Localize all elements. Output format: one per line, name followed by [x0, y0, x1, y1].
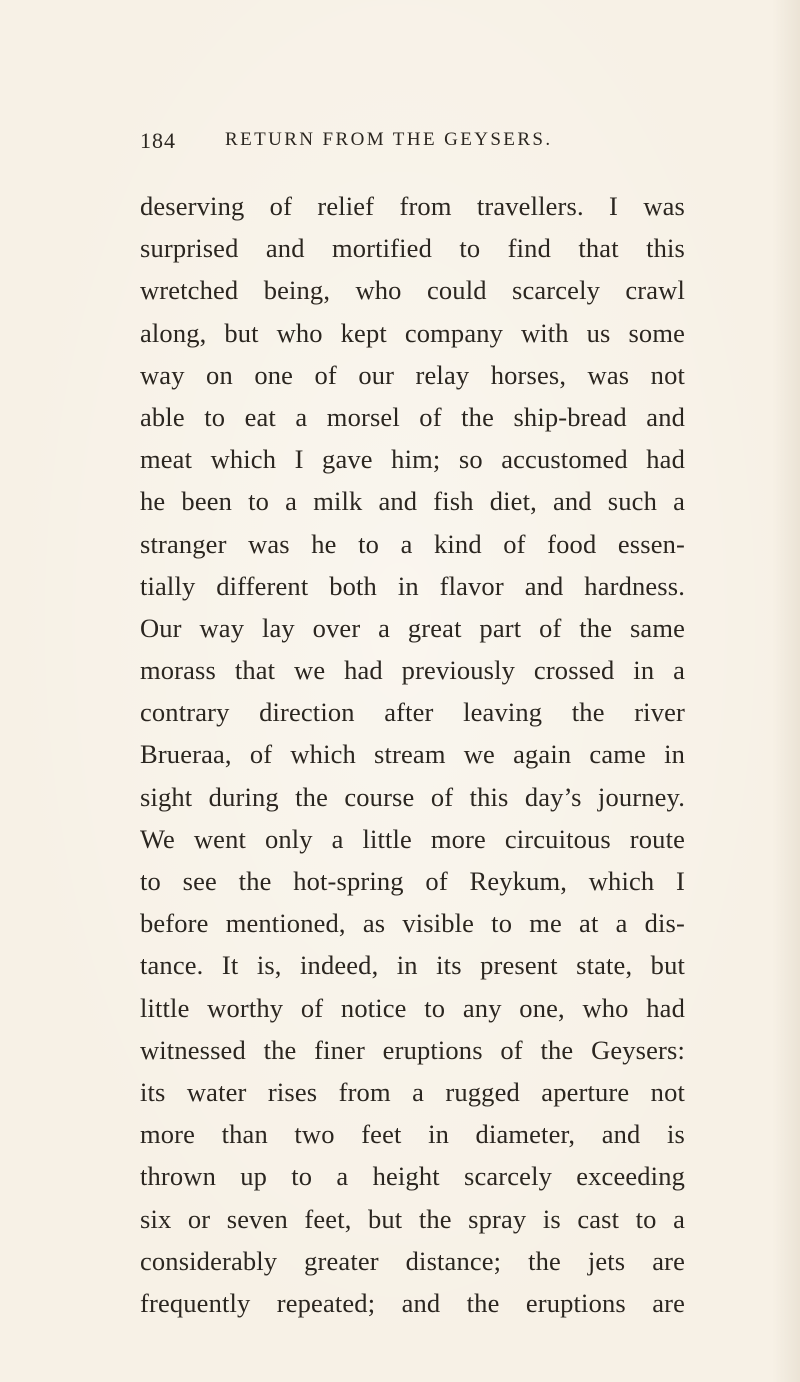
text-line: more than two feet in diameter, and is [140, 1119, 685, 1150]
running-title: RETURN FROM THE GEYSERS. [225, 129, 553, 150]
text-line: deserving of relief from travellers. I was [140, 191, 685, 221]
text-line: little worthy of notice to any one, who had [140, 992, 685, 1023]
text-line: thrown up to a height scarcely exceeding [140, 1161, 685, 1192]
text-line: tially different both in flavor and hardness. [140, 570, 685, 601]
running-head [140, 128, 680, 158]
text-line: contrary direction after leaving the river [140, 697, 685, 728]
text-line: to see the hot-spring of Reykum, which I [140, 866, 685, 896]
text-line: wretched being, who could scarcely crawl [140, 275, 685, 306]
text-line: meat which I gave him; so accustomed had [140, 444, 685, 475]
text-line: along, but who kept company with us some [140, 317, 685, 348]
text-line: way on one of our relay horses, was not [140, 359, 685, 390]
text-line: witnessed the finer eruptions of the Geysers: [140, 1034, 685, 1065]
text-line: he been to a milk and fish diet, and such a [140, 486, 685, 517]
text-line: frequently repeated; and the eruptions are [140, 1287, 685, 1318]
text-line: tance. It is, indeed, in its present state, but [140, 950, 685, 981]
text-line: sight during the course of this day’s journey. [140, 781, 685, 812]
text-line: stranger was he to a kind of food essen- [140, 528, 685, 559]
text-line: six or seven feet, but the spray is cast to a [140, 1203, 685, 1234]
text-line: surprised and mortified to find that this [140, 233, 685, 264]
body-text [140, 185, 685, 1324]
text-line: Our way lay over a great part of the same [140, 612, 685, 643]
page-number: 184 [140, 128, 176, 153]
text-line: We went only a little more circuitous route [140, 823, 685, 854]
text-line: Brueraa, of which stream we again came in [140, 739, 685, 770]
text-line: before mentioned, as visible to me at a dis- [140, 908, 685, 939]
text-line: considerably greater distance; the jets are [140, 1245, 685, 1276]
page-edge-shadow [772, 0, 800, 1382]
text-line: able to eat a morsel of the ship-bread and [140, 401, 685, 432]
text-line: its water rises from a rugged aperture not [140, 1076, 685, 1107]
text-line: morass that we had previously crossed in a [140, 655, 685, 686]
